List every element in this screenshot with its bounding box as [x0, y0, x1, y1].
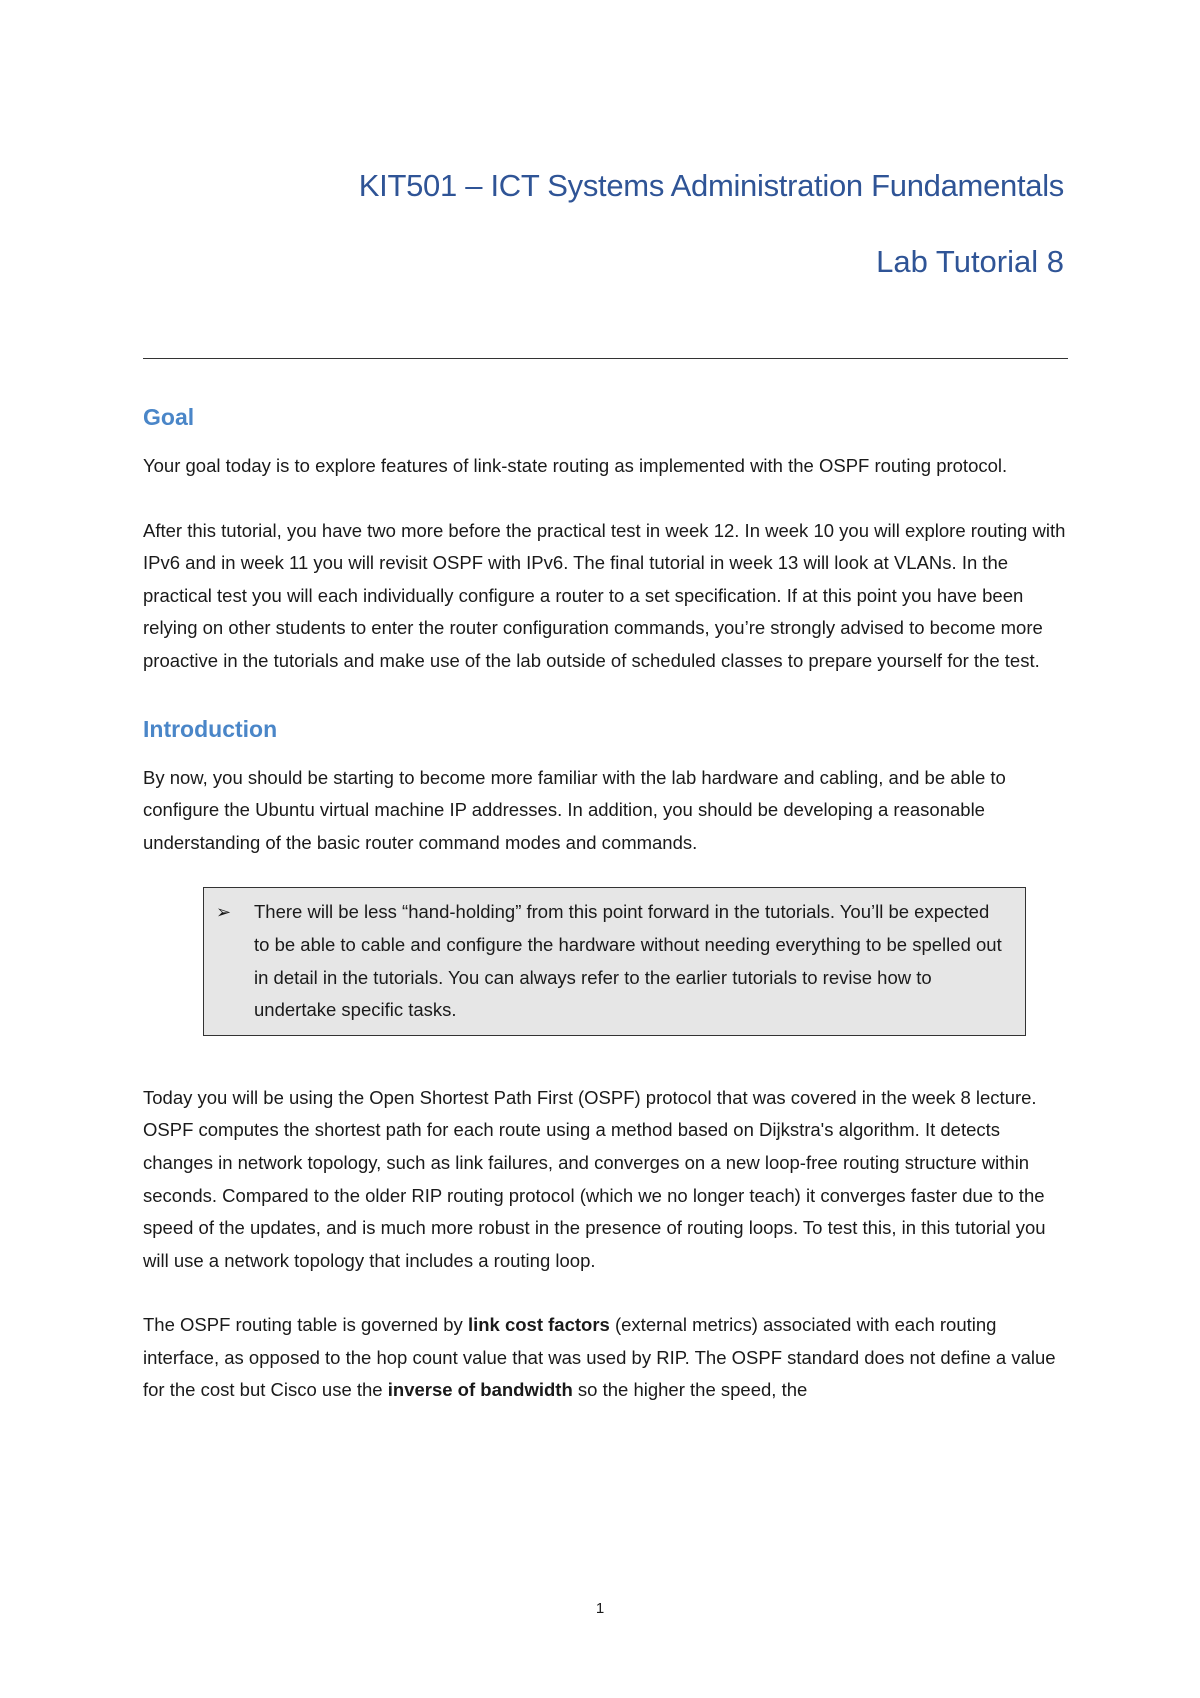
horizontal-divider [143, 358, 1068, 359]
introduction-paragraph-2: Today you will be using the Open Shortest Path First (OSPF) protocol that was covered in the week 8 lecture. OSPF computes the shortest path for each route using a method based on Dijkstra's algorithm. It detects changes in network topology, such as link failures, and converges on a new loop-free routing structure within seconds. Compared to the older RIP routing protocol (which we no longer teach) it converges faster due to the speed of the updates, and is much more robust in the presence of routing loops. To test this, in this tutorial you will use a network topology that includes a routing loop. [143, 1086, 1046, 1271]
note-box [203, 887, 1026, 1035]
paragraph-3-text-3: so the higher the speed, the [572, 1379, 808, 1401]
introduction-paragraph-1: By now, you should be starting to become more familiar with the lab hardware and cabling, and be able to configure the Ubuntu virtual machine IP addresses. In addition, you should be developing a reasonable understanding of the basic router command modes and commands. [143, 766, 1006, 853]
goal-paragraph-2: After this tutorial, you have two more before the practical test in week 12. In week 10 you will explore routing with IPv6 and in week 11 you will revisit OSPF with IPv6. The final tutorial in week 13 will look at VLANs. In the practical test you will each individually configure a router to a set specification. If at this point you have been relying on other students to enter the router configuration commands, you’re strongly advised to become more proactive in the tutorials and make use of the lab outside of scheduled classes to prepare yourself for the test. [143, 519, 1066, 671]
paragraph-3-text-2: (external metrics) associated with each routing interface, as opposed to the hop count value that was used by RIP. The OSPF standard does not define a value for the cost but Cisco use the [143, 1314, 1056, 1401]
note-text: There will be less “hand-holding” from this point forward in the tutorials. You’ll be expected to be able to cable and configure the hardware without needing everything to be spelled out in detail in the tutorials. You can always refer to the earlier tutorials to revise how to undertake specific tasks. [254, 901, 1002, 1021]
goal-heading: Goal [143, 404, 195, 430]
paragraph-3-text-1: The OSPF routing table is governed by [143, 1314, 468, 1336]
page-number: 1 [595, 1600, 605, 1617]
arrow-bullet-icon: ➢ [216, 902, 232, 923]
inverse-of-bandwidth-bold: inverse of bandwidth [387, 1379, 573, 1401]
introduction-heading: Introduction [143, 715, 278, 742]
title-block [143, 165, 1064, 283]
introduction-paragraph-3 [143, 1309, 1068, 1407]
goal-paragraph-1: Your goal today is to explore features of link-state routing as implemented with the OSPF routing protocol. [143, 455, 1008, 476]
document-title: KIT501 – ICT Systems Administration Fundamentals [358, 168, 1064, 203]
document-body [143, 400, 1068, 1439]
link-cost-factors-bold: link cost factors [467, 1314, 610, 1336]
document-subtitle: Lab Tutorial 8 [876, 244, 1064, 279]
